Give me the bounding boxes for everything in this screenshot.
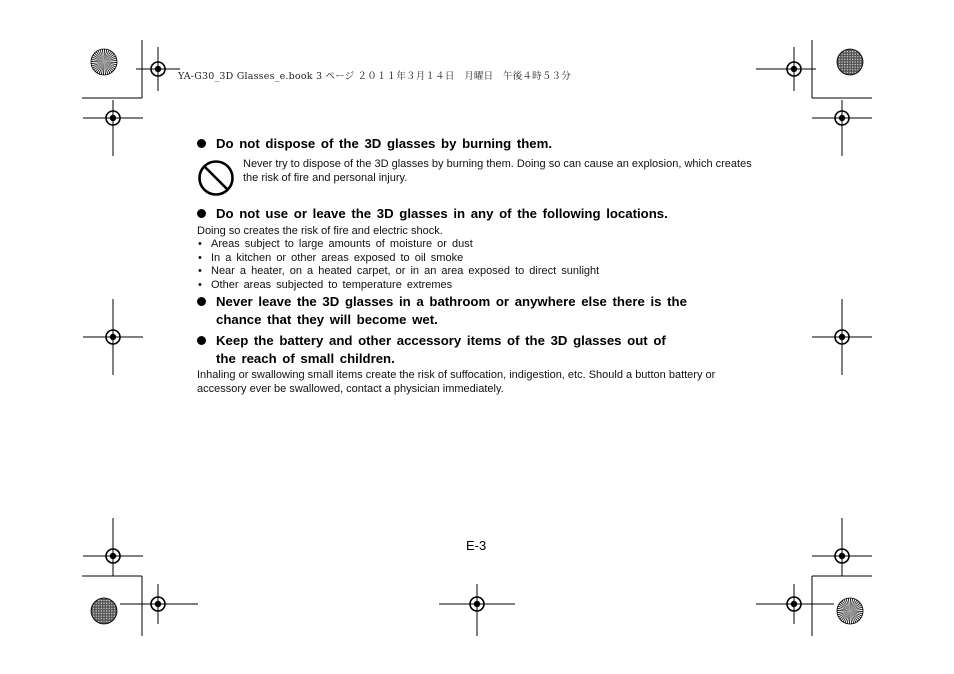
list-item: • Near a heater, on a heated carpet, or in an area exposed to direct sunlight [197,265,757,279]
warning-box [197,157,757,197]
section-bathroom [197,293,757,329]
bullet-dot-icon [197,336,206,345]
section-heading: Never leave the 3D glasses in a bathroom or anywhere else there is the chance that they will become wet. [197,293,757,329]
page-content [197,135,757,396]
section-heading: Do not use or leave the 3D glasses in any of the following locations. [197,205,757,223]
location-list [197,238,757,292]
registration-dotted-disc-icon [91,598,117,624]
section-burning [197,135,757,197]
section-locations [197,205,757,292]
section-children [197,332,757,396]
section-intro: Doing so creates the risk of fire and electric shock. [197,225,443,237]
section-body: Inhaling or swallowing small items create the risk of suffocation, indigestion, etc. Should a button battery or accessory ever be swallowed, contact a physician immediately. [197,369,716,395]
prohibition-icon [197,159,235,197]
warning-text: Never try to dispose of the 3D glasses by burning them. Doing so can cause an explosion, which creates the risk of fire and personal injury. [243,158,752,184]
registration-starburst-icon [91,49,117,75]
bullet-dot-icon [197,139,206,148]
registration-starburst-icon [837,598,863,624]
section-heading: Do not dispose of the 3D glasses by burning them. [197,135,757,153]
book-header: YA-G30_3D Glasses_e.book 3 ページ ２０１１年３月１４日 月曜日 午後４時５３分 [178,71,571,82]
page-number: E-3 [466,538,487,553]
section-heading: Keep the battery and other accessory items of the 3D glasses out of the reach of small children. [197,332,757,368]
bullet-dot-icon [197,209,206,218]
list-item: • Other areas subjected to temperature extremes [197,279,757,293]
bullet-dot-icon [197,297,206,306]
list-item: • In a kitchen or other areas exposed to oil smoke [197,252,757,266]
registration-dotted-disc-icon [837,49,863,75]
list-item: • Areas subject to large amounts of moisture or dust [197,238,757,252]
